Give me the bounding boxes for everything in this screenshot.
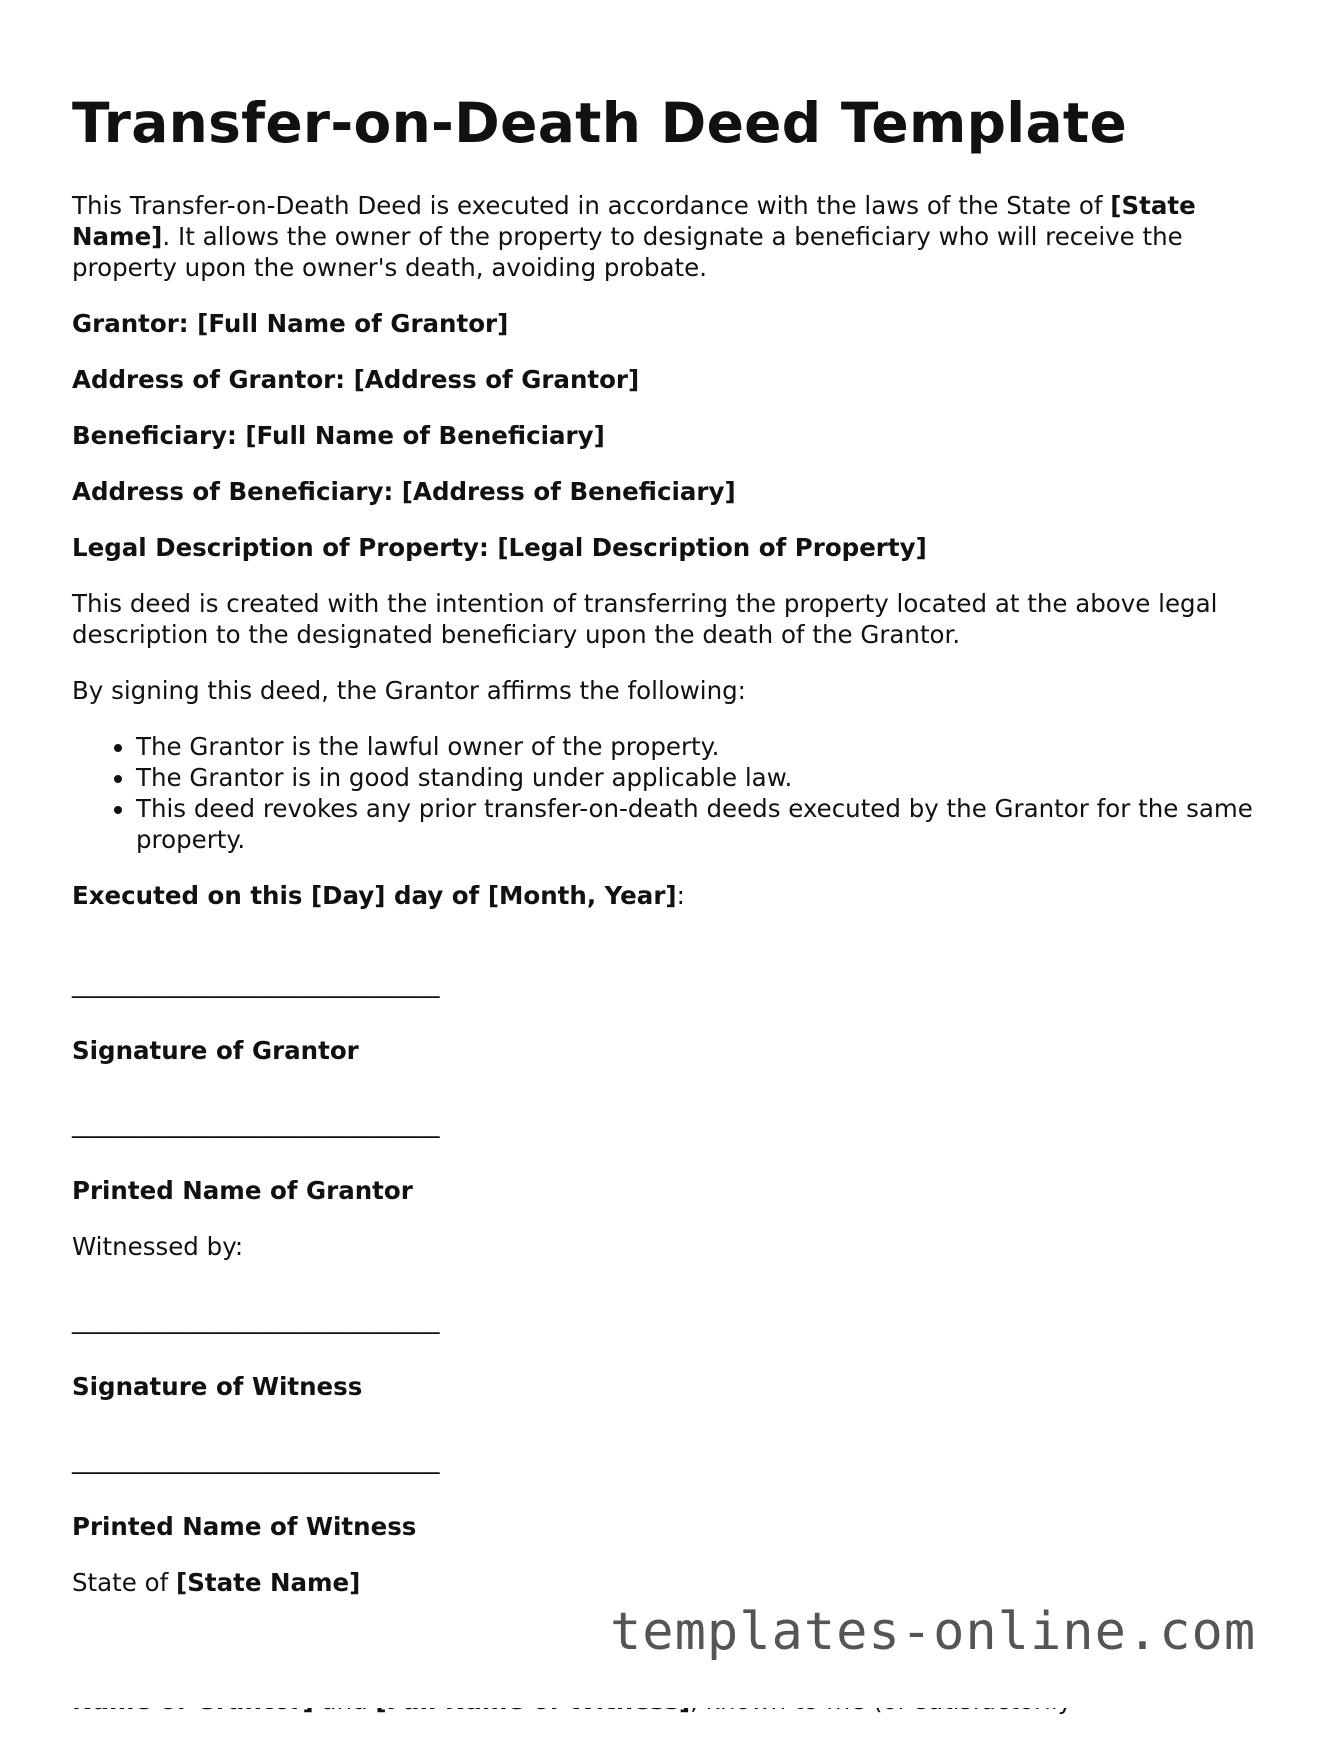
field-beneficiary: Beneficiary: [Full Name of Beneficiary]: [72, 421, 605, 450]
witnessed-by: Witnessed by:: [72, 1232, 244, 1261]
intro-state-placeholder: [State Name]: [72, 191, 1196, 251]
executed-colon: :: [676, 881, 685, 910]
intro-text-rest: . It allows the owner of the property to designate a beneficiary who will receive the property upon the owner's death, avoiding probate.: [72, 222, 1183, 282]
intro-paragraph: [72, 190, 1262, 283]
grantor-signature-line[interactable]: ______________________________: [72, 969, 440, 998]
list-item: • This deed revokes any prior transfer-on-death deeds executed by the Grantor for the same property.: [136, 793, 1262, 855]
executed-date-placeholder: Executed on this [Day] day of [Month, Year]: [72, 881, 677, 910]
field-grantor-address: Address of Grantor: [Address of Grantor]: [72, 365, 640, 394]
venue-state-placeholder: [State Name]: [176, 1568, 361, 1597]
list-item: • The Grantor is the lawful owner of the property.: [136, 731, 1262, 762]
witness-printed-label: Printed Name of Witness: [72, 1512, 417, 1541]
field-legal-description: Legal Description of Property: [Legal Description of Property]: [72, 533, 927, 562]
affirmation-list: [72, 731, 1262, 855]
field-grantor: Grantor: [Full Name of Grantor]: [72, 309, 509, 338]
grantor-printed-line[interactable]: ______________________________: [72, 1109, 440, 1138]
grantor-signature-label: Signature of Grantor: [72, 1036, 359, 1065]
field-beneficiary-address: Address of Beneficiary: [Address of Beneficiary]: [72, 477, 736, 506]
executed-line: [72, 880, 1262, 911]
watermark: templates-online.com: [610, 1602, 1257, 1662]
document-body: [72, 190, 1262, 1741]
list-item: • The Grantor is in good standing under applicable law.: [136, 762, 1262, 793]
intention-paragraph: This deed is created with the intention of transferring the property located at the above legal description to the designated beneficiary upon the death of the Grantor.: [72, 589, 1218, 649]
grantor-printed-label: Printed Name of Grantor: [72, 1176, 413, 1205]
witness-signature-line[interactable]: ______________________________: [72, 1305, 440, 1334]
affirm-intro: By signing this deed, the Grantor affirms the following:: [72, 676, 746, 705]
witness-signature-label: Signature of Witness: [72, 1372, 363, 1401]
page-title: Transfer-on-Death Deed Template: [72, 91, 1128, 155]
intro-text: This Transfer-on-Death Deed is executed in accordance with the laws of the State of: [72, 191, 1111, 220]
witness-printed-line[interactable]: ______________________________: [72, 1445, 440, 1474]
venue-state-label: State of: [72, 1568, 177, 1597]
